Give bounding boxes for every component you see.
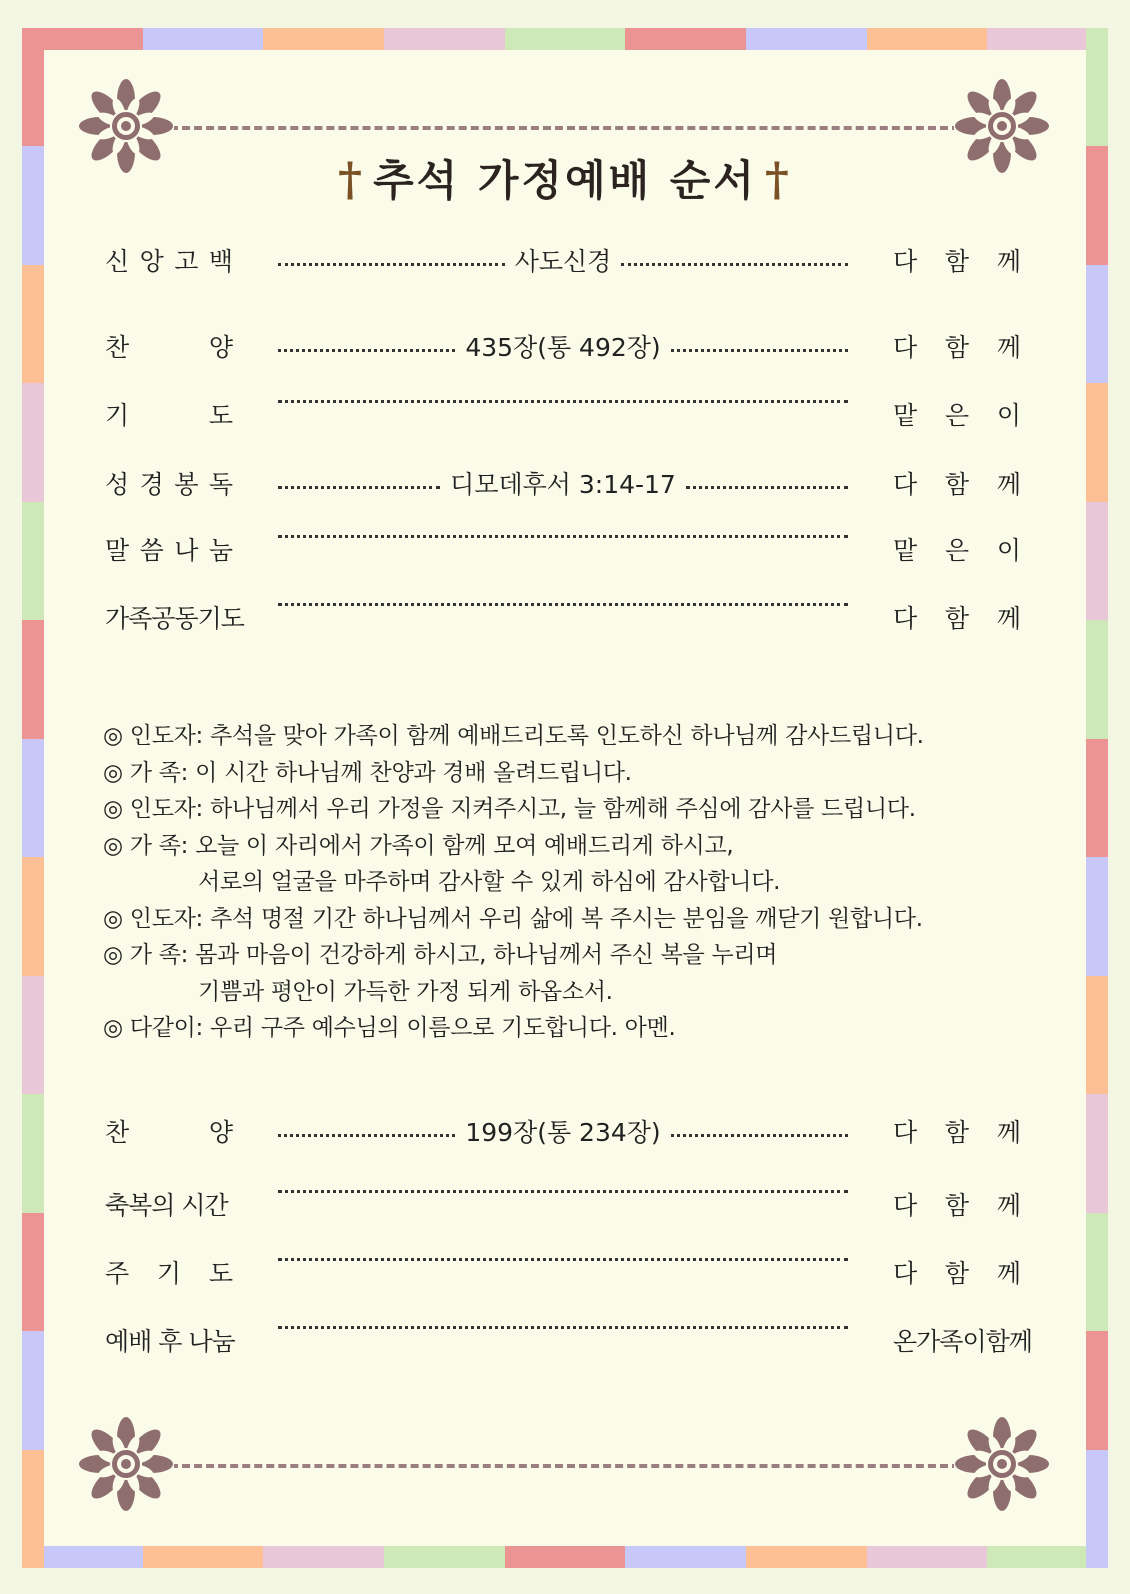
order-label xyxy=(105,531,233,567)
border-segment xyxy=(1086,976,1108,1094)
order-row xyxy=(0,1113,1130,1153)
order-label-char: 도 xyxy=(208,401,233,430)
order-label-char: 기 xyxy=(105,401,130,430)
order-label-char: 앙 xyxy=(139,247,164,276)
border-segment xyxy=(1086,739,1108,857)
order-detail: 디모데후서 3:14-17 xyxy=(450,470,676,499)
order-row xyxy=(0,242,1130,282)
order-performer-char: 께 xyxy=(996,1118,1021,1147)
border-segment xyxy=(867,28,988,50)
border-segment xyxy=(22,976,44,1094)
border-segment xyxy=(22,857,44,975)
prayer-line: 서로의 얼굴을 마주하며 감사할 수 있게 하심에 감사합니다. xyxy=(198,869,781,895)
dotted-leader xyxy=(272,465,854,501)
order-row xyxy=(0,396,1130,436)
order-performer-char: 께 xyxy=(996,470,1021,499)
order-row xyxy=(0,531,1130,571)
order-performer-char: 은 xyxy=(944,536,970,565)
prayer-line: ◎ 가 족: 몸과 마음이 건강하게 하시고, 하나님께서 주신 복을 누리며 xyxy=(103,942,778,968)
order-label-char: 주 xyxy=(105,1259,130,1288)
dotted-leader xyxy=(272,1186,854,1189)
dotted-leader xyxy=(272,1322,854,1325)
dotted-leader xyxy=(272,531,854,534)
bottom-dashed-divider xyxy=(170,1464,960,1468)
order-detail: 사도신경 xyxy=(514,247,612,276)
order-row xyxy=(0,599,1130,639)
order-label xyxy=(105,465,233,501)
prayer-line: ◎ 인도자: 추석 명절 기간 하나님께서 우리 삶에 복 주시는 분임을 깨닫기 원합니다. xyxy=(103,905,923,932)
order-label-char: 양 xyxy=(208,1118,233,1147)
order-label-char: 독 xyxy=(208,470,233,499)
border-segment xyxy=(22,28,44,146)
dotted-leader xyxy=(272,242,854,278)
border-bottom xyxy=(22,1546,1108,1568)
flower-ornament-icon xyxy=(954,1416,1050,1512)
order-performer-char: 께 xyxy=(996,247,1021,276)
order-performer xyxy=(893,1254,1021,1290)
order-performer-char: 께 xyxy=(996,604,1021,633)
cross-icon: † xyxy=(338,152,366,206)
order-performer-char: 께 xyxy=(996,1191,1021,1220)
border-segment xyxy=(143,28,264,50)
order-performer-char: 다 xyxy=(893,1118,918,1147)
order-performer xyxy=(893,396,1021,432)
order-performer-char: 은 xyxy=(944,401,970,430)
border-segment xyxy=(384,28,505,50)
order-label xyxy=(105,599,244,635)
order-performer-char: 함 xyxy=(944,604,970,633)
order-performer-char: 함 xyxy=(944,247,970,276)
dotted-fill xyxy=(278,263,505,266)
order-label xyxy=(105,1322,233,1358)
order-performer-char: 께 xyxy=(996,1259,1021,1288)
flower-ornament-icon xyxy=(78,1416,174,1512)
order-performer xyxy=(893,328,1021,364)
order-performer-char: 함 xyxy=(944,1118,970,1147)
prayer-line: ◎ 다같이: 우리 구주 예수님의 이름으로 기도합니다. 아멘. xyxy=(103,1015,676,1041)
order-performer-char: 함 xyxy=(944,1191,970,1220)
order-performer-char: 함 xyxy=(944,470,970,499)
order-label xyxy=(105,1254,233,1290)
dotted-leader xyxy=(272,396,854,399)
border-segment xyxy=(263,1546,384,1568)
order-label-char: 씀 xyxy=(139,536,164,565)
order-label-char: 고 xyxy=(174,247,199,276)
prayer-line: ◎ 인도자: 하나님께서 우리 가정을 지켜주시고, 늘 함께해 주심에 감사를 드립니다. xyxy=(103,796,916,822)
order-performer xyxy=(893,1322,1032,1358)
dotted-fill xyxy=(278,486,440,489)
border-segment xyxy=(384,1546,505,1568)
order-label-char: 나 xyxy=(174,536,199,565)
dotted-fill xyxy=(621,263,848,266)
order-performer-char: 다 xyxy=(893,470,918,499)
border-segment xyxy=(625,1546,746,1568)
order-detail: 435장(통 492장) xyxy=(465,333,661,362)
order-performer-char: 다 xyxy=(893,247,918,276)
order-performer xyxy=(893,465,1021,501)
order-label-char: 축복의 시간 xyxy=(105,1191,228,1220)
border-segment xyxy=(22,739,44,857)
border-segment xyxy=(22,1450,44,1568)
order-label xyxy=(105,1113,233,1149)
order-performer-char: 맡 xyxy=(893,401,918,430)
dotted-fill xyxy=(278,400,848,403)
dotted-fill xyxy=(671,1134,848,1137)
order-label-char: 경 xyxy=(139,470,164,499)
dotted-leader xyxy=(272,1254,854,1257)
order-row xyxy=(0,1254,1130,1294)
order-label-char: 눔 xyxy=(208,536,233,565)
order-label-char: 성 xyxy=(105,470,130,499)
order-label-char: 기 xyxy=(156,1259,182,1288)
order-performer xyxy=(893,531,1021,567)
top-dashed-divider xyxy=(170,126,960,130)
dotted-fill xyxy=(278,1326,848,1329)
order-performer-char: 다 xyxy=(893,1191,918,1220)
order-label-char: 찬 xyxy=(105,1118,130,1147)
border-segment xyxy=(505,28,626,50)
order-row xyxy=(0,465,1130,505)
order-label xyxy=(105,242,233,278)
order-label xyxy=(105,1186,233,1222)
dotted-fill xyxy=(278,535,848,538)
cross-icon: † xyxy=(764,152,792,206)
order-performer xyxy=(893,242,1021,278)
dotted-leader xyxy=(272,599,854,602)
order-row xyxy=(0,1186,1130,1226)
order-performer-char: 다 xyxy=(893,333,918,362)
border-top xyxy=(22,28,1108,50)
prayer-line: ◎ 가 족: 오늘 이 자리에서 가족이 함께 모여 예배드리게 하시고, xyxy=(103,832,734,859)
border-segment xyxy=(625,28,746,50)
order-performer-char: 다 xyxy=(893,1259,918,1288)
order-row xyxy=(0,1322,1130,1362)
order-row xyxy=(0,328,1130,368)
page-title xyxy=(0,148,1130,208)
border-segment xyxy=(746,28,867,50)
dotted-fill xyxy=(278,603,848,606)
order-label-char: 양 xyxy=(208,333,233,362)
order-performer xyxy=(893,1113,1021,1149)
order-label-char: 봉 xyxy=(174,470,199,499)
order-label-char: 찬 xyxy=(105,333,130,362)
dotted-fill xyxy=(278,1134,455,1137)
order-performer-char: 온가족이함께 xyxy=(893,1327,1032,1356)
border-segment xyxy=(505,1546,626,1568)
order-label-char: 말 xyxy=(105,536,130,565)
order-performer-char: 함 xyxy=(944,333,970,362)
border-segment xyxy=(263,28,384,50)
order-performer-char: 함 xyxy=(944,1259,970,1288)
dotted-leader xyxy=(272,1113,854,1149)
order-label-char: 백 xyxy=(208,247,233,276)
border-segment xyxy=(1086,857,1108,975)
order-label xyxy=(105,328,233,364)
order-label-char: 가족공동기도 xyxy=(105,604,244,633)
dotted-fill xyxy=(278,349,455,352)
order-label-char: 도 xyxy=(208,1259,233,1288)
border-segment xyxy=(1086,1450,1108,1568)
dotted-fill xyxy=(686,486,848,489)
dotted-fill xyxy=(671,349,848,352)
order-performer-char: 께 xyxy=(996,333,1021,362)
order-label-char: 신 xyxy=(105,247,130,276)
dotted-leader xyxy=(272,328,854,364)
order-performer-char: 맡 xyxy=(893,536,918,565)
order-label-char: 예배 후 나눔 xyxy=(105,1327,235,1356)
order-performer xyxy=(893,1186,1021,1222)
prayer-line: ◎ 인도자: 추석을 맞아 가족이 함께 예배드리도록 인도하신 하나님께 감사드립니다. xyxy=(103,723,924,749)
dotted-fill xyxy=(278,1190,848,1193)
order-performer xyxy=(893,599,1021,635)
border-segment xyxy=(746,1546,867,1568)
order-performer-char: 이 xyxy=(996,536,1021,565)
order-performer-char: 다 xyxy=(893,604,918,633)
prayer-line: 기쁨과 평안이 가득한 가정 되게 하옵소서. xyxy=(198,978,613,1005)
border-segment xyxy=(143,1546,264,1568)
title-text: 추석 가정예배 순서 xyxy=(373,156,757,205)
order-detail: 199장(통 234장) xyxy=(465,1118,661,1147)
dotted-fill xyxy=(278,1258,848,1261)
order-performer-char: 이 xyxy=(996,401,1021,430)
order-label xyxy=(105,396,233,432)
border-segment xyxy=(867,1546,988,1568)
responsive-prayer xyxy=(103,718,1063,1047)
border-segment xyxy=(1086,28,1108,146)
prayer-line: ◎ 가 족: 이 시간 하나님께 찬양과 경배 올려드립니다. xyxy=(103,759,632,786)
